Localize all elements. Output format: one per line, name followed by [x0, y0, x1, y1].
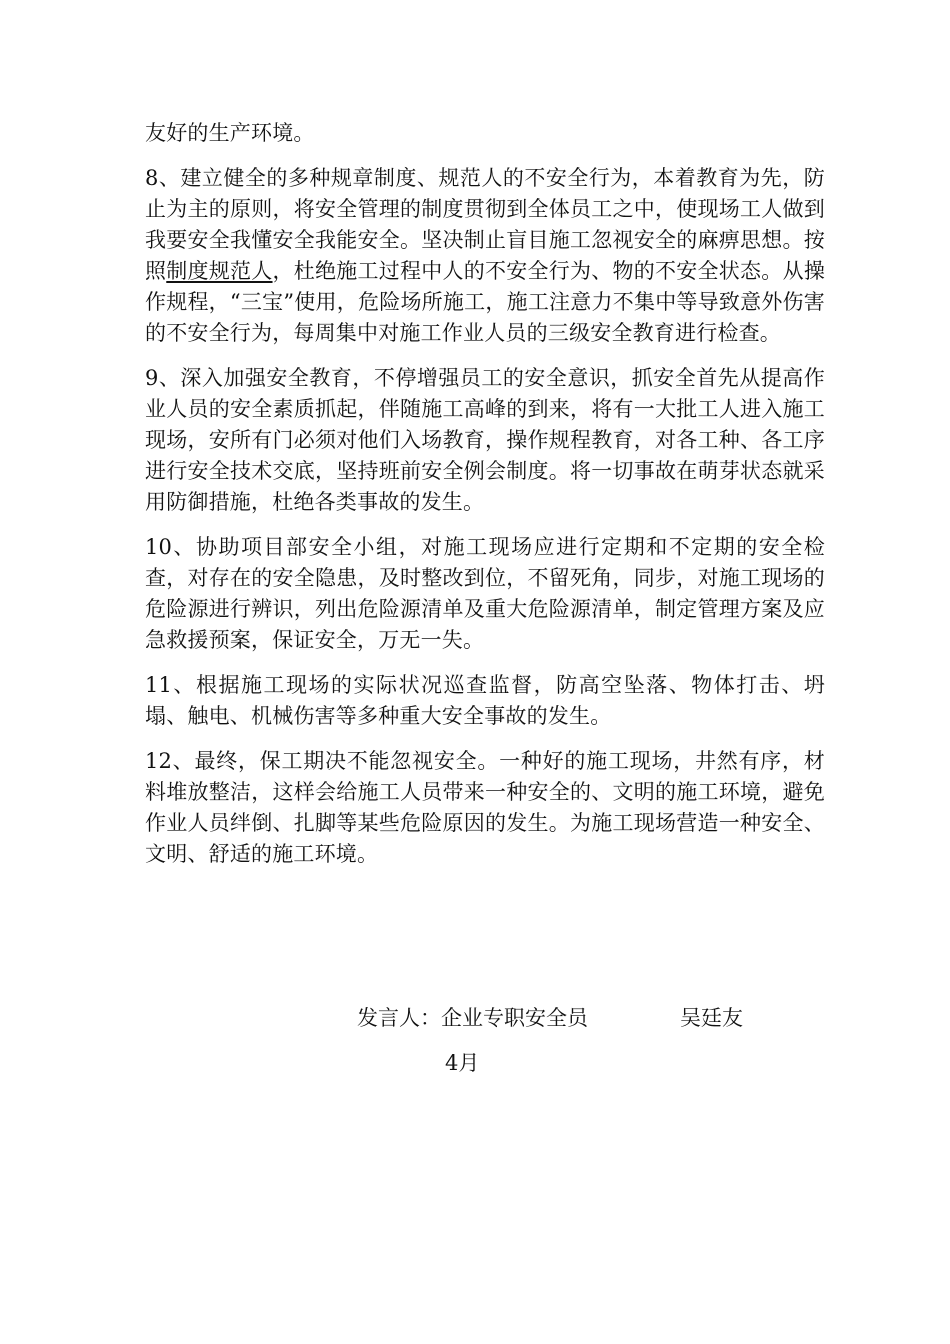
paragraph-item-8-text-start: 8、建立健全的多种规章制度、规范人的不安全行为，本着教育为先，防止为主的原则，将安全管理的制度贯彻到全体员工之中，使现场工人做到我要安全我懂安全我能安全。坚决制止盲目施工忽视安全的麻痹思想。按照: [145, 166, 825, 283]
paragraph-item-12: 12、最终，保工期决不能忽视安全。一种好的施工现场，井然有序，材料堆放整洁，这样会给施工人员带来一种安全的、文明的施工环境，避免作业人员绊倒、扎脚等某些危险原因的发生。为施工现场营造一种安全、文明、舒适的施工环境。: [145, 749, 825, 866]
document-body: [145, 118, 825, 884]
paragraph-item-10: 10、协助项目部安全小组，对施工现场应进行定期和不定期的安全检查，对存在的安全隐患，及时整改到位，不留死角，同步，对施工现场的危险源进行辨识，列出危险源清单及重大危险源清单，制定管理方案及应急救援预案，保证安全，万无一失。: [145, 535, 825, 652]
speaker-name: 吴廷友: [680, 1006, 743, 1030]
paragraph-item-8: [145, 163, 825, 349]
document-date: 4月: [445, 1051, 480, 1075]
speaker-label: 发言人：企业专职安全员: [357, 1006, 588, 1030]
paragraph-continuation: 友好的生产环境。: [145, 121, 315, 145]
paragraph-item-11: 11、根据施工现场的实际状况巡查监督，防高空坠落、物体打击、坍塌、触电、机械伤害等多种重大安全事故的发生。: [145, 673, 825, 728]
paragraph-item-8-text-end: ，杜绝施工过程中人的不安全行为、物的不安全状态。从操作规程，“三宝”使用，危险场所施工，施工注意力不集中等导致意外伤害的不安全行为，每周集中对施工作业人员的三级安全教育进行检查。: [145, 259, 826, 345]
underlined-phrase: 制度规范人: [166, 259, 273, 283]
paragraph-item-9: 9、深入加强安全教育，不停增强员工的安全意识，抓安全首先从提高作业人员的安全素质抓起，伴随施工高峰的到来，将有一大批工人进入施工现场，安所有门必须对他们入场教育，操作规程教育，对各工种、各工序进行安全技术交底，坚持班前安全例会制度。将一切事故在萌芽状态就采用防御措施，杜绝各类事故的发生。: [145, 366, 825, 514]
